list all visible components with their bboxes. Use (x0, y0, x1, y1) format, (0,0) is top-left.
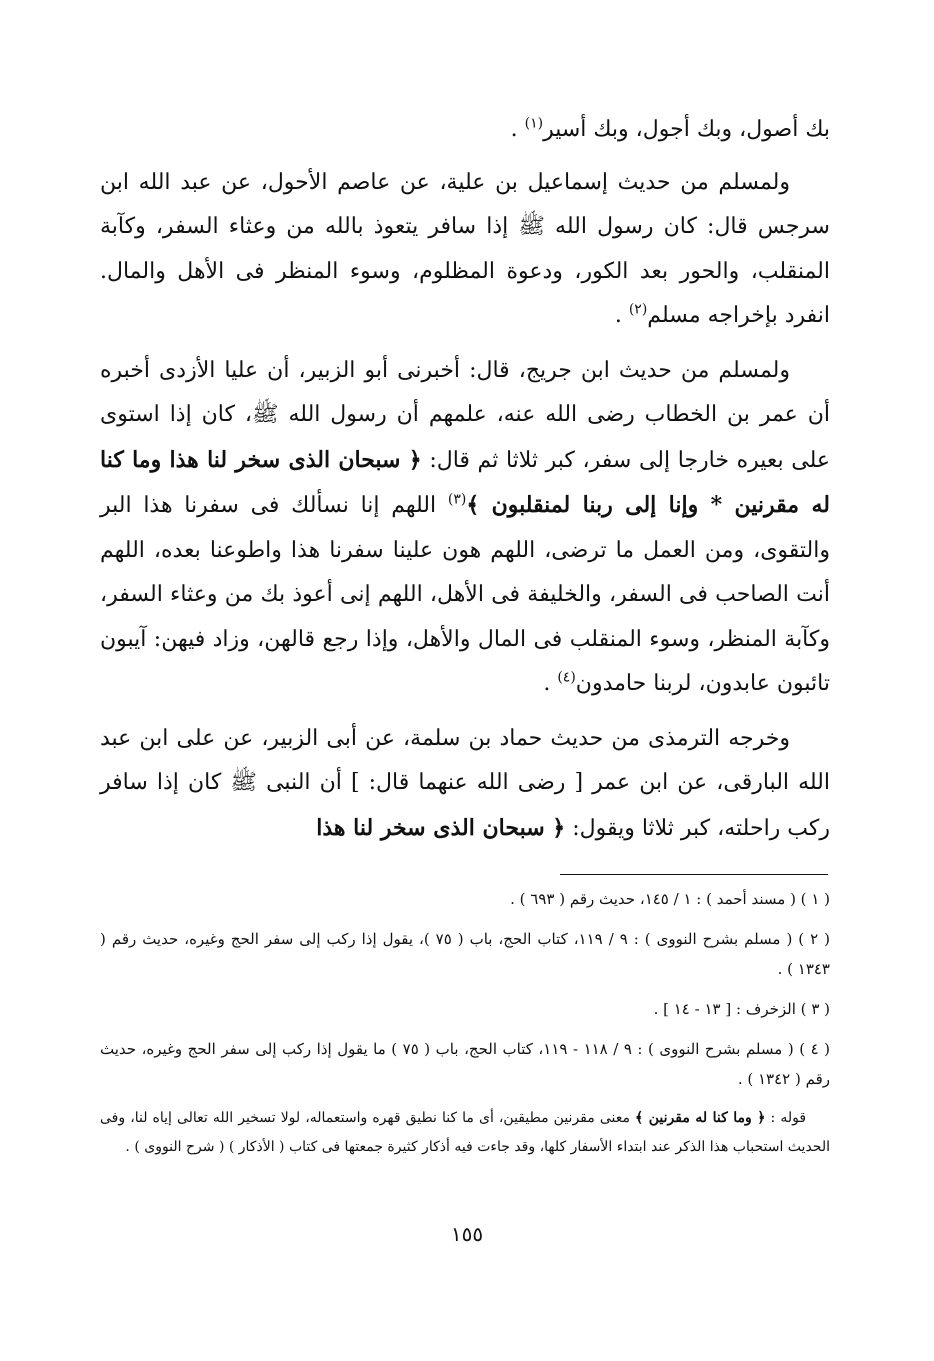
main-text (100, 108, 830, 861)
paragraph-3-text: ولمسلم من حديث ابن جريج، قال: أخبرنى أبو الزبير، أن عليا الأزدى أخبره أن عمر بن الخطاب رضى الله عنه، علمهم أن رسول الله ﷺ، كان إذا استوى على بعيره خارجا إلى سفر، كبر ثلاثا ثم قال: (100, 357, 831, 473)
footnote-4: ( ٤ ) ( مسلم بشرح النووى ) : ٩ / ١١٨ - ١١٩، كتاب الحج، باب ( ٧٥ ) ما يقول إذا ركب إلى سفر الحج وغيره، حديث رقم ( ١٣٤٢ ) . (100, 1040, 831, 1088)
footnote-ref-4: (٤) (557, 669, 576, 686)
commentary-text: معنى مقرنين مطيقين، أى ما كنا نطيق قهره واستعماله، لولا تسخير الله تعالى إياه لنا، وفى الحديث استحباب هذا الذكر عند ابتداء الأسفار كلها، وقد جاءت فيه أذكار كثيرة جمعتها فى كتاب ( الأذكار ) ( شرح النووى ) . (100, 1110, 830, 1155)
paragraph-2 (100, 161, 830, 339)
footnotes (100, 884, 830, 1176)
quran-verse: ﴿ سبحان الذى سخر لنا هذا وما كنا له مقرنين * وإنا إلى ربنا لمنقلبون ﴾ (100, 446, 830, 518)
footnote-1: ( ١ ) ( مسند أحمد ) : ١ / ١٤٥، حديث رقم ( ٦٩٣ ) . (510, 890, 830, 908)
paragraph-2-text: ولمسلم من حديث إسماعيل بن علية، عن عاصم الأحول، عن عبد الله ابن سرجس قال: كان رسول الله ﷺ إذا سافر يتعوذ بالله من وعثاء السفر، وكآبة المنقلب، والحور بعد الكور، ودعوة المظلوم، وسوء المنظر فى الأهل والمال. انفرد بإخراجه مسلم (100, 169, 830, 328)
footnote-commentary (100, 1104, 830, 1162)
quran-verse-partial: ﴿ سبحان الذى سخر لنا هذا (316, 814, 566, 841)
paragraph-1-end: . (510, 117, 518, 142)
paragraph-4 (100, 717, 830, 852)
paragraph-2-end: . (614, 303, 622, 328)
commentary-lead: قوله : (770, 1110, 807, 1126)
commentary-quran: ﴿ وما كنا له مقرنين ﴾ (635, 1110, 766, 1126)
footnote-ref-3: (٣) (447, 491, 467, 508)
paragraph-4-text: وخرجه الترمذى من حديث حماد بن سلمة، عن أبى الزبير، عن على ابن عبد الله البارقى، عن ابن عمر [ رضى الله عنهما قال: ] أن النبى ﷺ كان إذا سافر ركب راحلته، كبر ثلاثا ويقول: (100, 725, 830, 841)
paragraph-1-text: بك أصول، وبك أجول، وبك أسير (543, 117, 830, 142)
footnote-2: ( ٢ ) ( مسلم بشرح النووى ) : ٩ / ١١٩، كتاب الحج، باب ( ٧٥ )، يقول إذا ركب إلى سفر الحج وغيره، حديث رقم ( ١٣٤٣ ) . (100, 930, 831, 978)
paragraph-3-continuation: اللهم إنا نسألك فى سفرنا هذا البر والتقوى، ومن العمل ما ترضى، اللهم هون علينا سفرنا هذا واطوعنا بعده، اللهم أنت الصاحب فى السفر، والخليفة فى الأهل، اللهم إنى أعوذ بك من وعثاء السفر، وكآبة المنظر، وسوء المنقلب فى المال والأهل، وإذا رجع قالهن، وزاد فيهن: آيبون تائبون عابدون، لربنا حامدون (100, 493, 830, 696)
page-number: ١٥٥ (450, 1222, 484, 1246)
paragraph-1 (100, 108, 830, 153)
paragraph-3-end: . (543, 671, 551, 696)
footnote-separator (560, 874, 828, 875)
footnote-ref-2: (٢) (628, 301, 648, 318)
footnote-3: ( ٣ ) الزخرف : [ ١٣ - ١٤ ] . (653, 1000, 830, 1018)
paragraph-3 (100, 349, 830, 707)
footnote-ref-1: (١) (524, 115, 544, 132)
